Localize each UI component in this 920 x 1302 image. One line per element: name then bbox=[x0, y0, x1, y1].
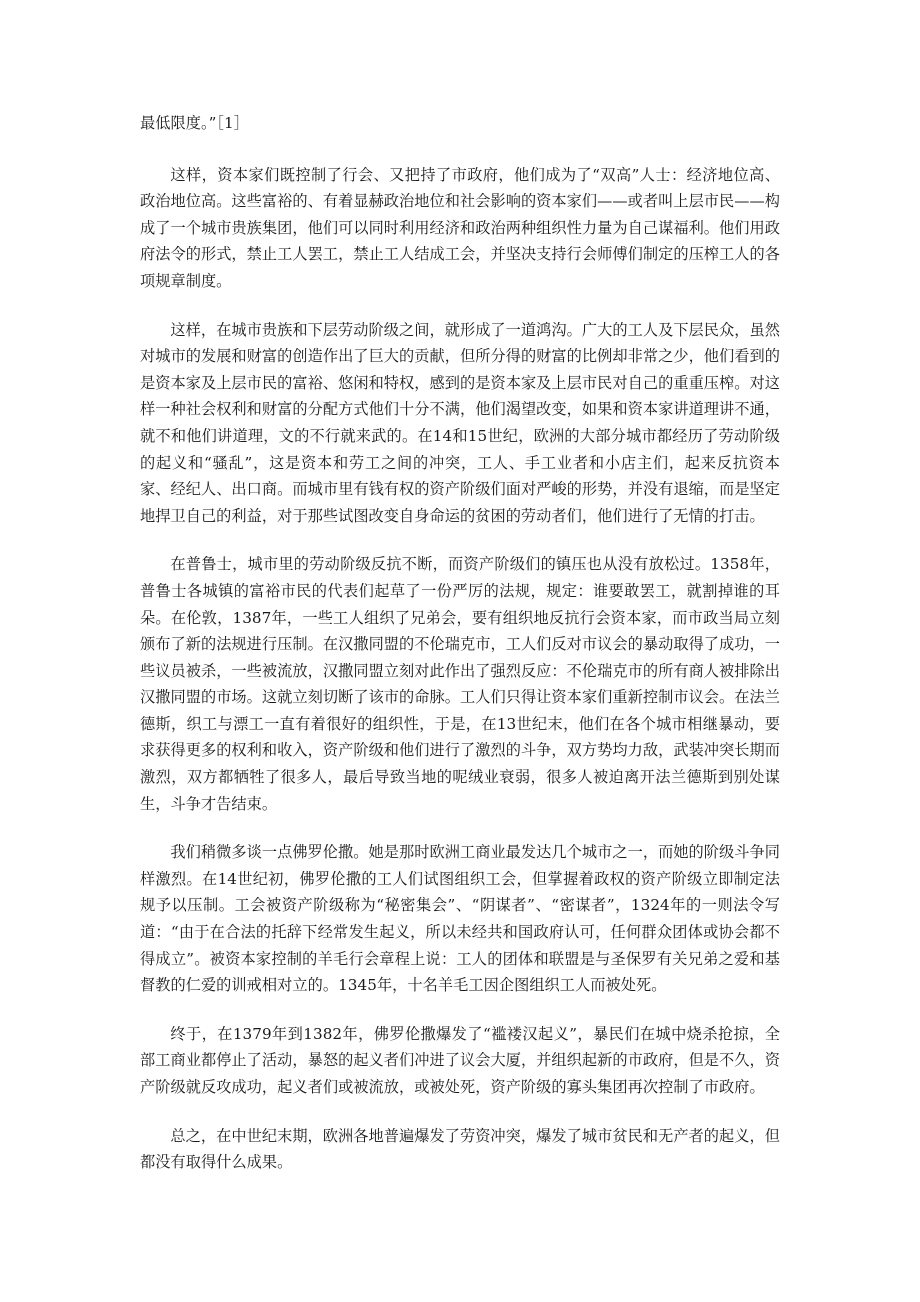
paragraph-ciompi-revolt: 终于，在1379年到1382年，佛罗伦撒爆发了“褴褛汉起义”，暴民们在城中烧杀抢掠，全部工商业都停止了活动，暴怒的起义者们冲进了议会大厦，并组织起新的市政府，但是不久，资产阶级就反攻成功，起义者们或被流放，或被处死，资产阶级的寡头集团再次控制了市政府。 bbox=[140, 1024, 780, 1096]
paragraph-florence: 我们稍微多谈一点佛罗伦撒。她是那时欧洲工商业最发达几个城市之一，而她的阶级斗争同样激烈。在14世纪初，佛罗伦撒的工人们试图组织工会，但掌握着政权的资产阶级立即制定法规予以压制。工会被资产阶级称为“秘密集会”、“阴谋者”、“密谋者”，1324年的一则法令写道：“由于在合法的托辞下经常发生起义，所以未经共和国政府认可，任何群众团体或协会都不得成立”。被资本家控制的羊毛行会章程上说：工人的团体和联盟是与圣保罗有关兄弟之爱和基督教的仁爱的训戒相对立的。1345年，十名羊毛工因企图组织工人而被处死。 bbox=[140, 843, 780, 995]
paragraph-double-high-capitalists: 这样，资本家们既控制了行会、又把持了市政府，他们成为了“双高”人士：经济地位高、政治地位高。这些富裕的、有着显赫政治地位和社会影响的资本家们——或者叫上层市民——构成了一个城市贵族集团，他们可以同时利用经济和政治两种组织性力量为自己谋福利。他们用政府法令的形式，禁止工人罢工，禁止工人结成工会，并坚决支持行会师傅们制定的压榨工人的各项规章制度。 bbox=[140, 165, 780, 290]
paragraph-conclusion: 总之，在中世纪末期，欧洲各地普遍爆发了劳资冲突，爆发了城市贫民和无产者的起义，但都没有取得什么成果。 bbox=[140, 1126, 780, 1172]
paragraph-fragment: 最低限度。”［1］ bbox=[140, 114, 249, 132]
document-page bbox=[140, 110, 780, 1198]
paragraph-prussia-london-flanders: 在普鲁士，城市里的劳动阶级反抗不断，而资产阶级们的镇压也从没有放松过。1358年，普鲁士各城镇的富裕市民的代表们起草了一份严厉的法规，规定：谁要敢罢工，就割掉谁的耳朵。在伦敦，1387年，一些工人组织了兄弟会，要有组织地反抗行会资本家，而市政当局立刻颁布了新的法规进行压制。在汉撒同盟的不伦瑞克市，工人们反对市议会的暴动取得了成功，一些议员被杀，一些被流放，汉撒同盟立刻对此作出了强烈反应：不伦瑞克市的所有商人被排除出汉撒同盟的市场。这就立刻切断了该市的命脉。工人们只得让资本家们重新控制市议会。在法兰德斯，织工与漂工一直有着很好的组织性，于是，在13世纪末，他们在各个城市相继暴动，要求获得更多的权利和收入，资产阶级和他们进行了激烈的斗争，双方势均力敌，武装冲突长期而激烈，双方都牺牲了很多人，最后导致当地的呢绒业衰弱，很多人被迫离开法兰德斯到别处谋生，斗争才告结束。 bbox=[140, 555, 780, 813]
paragraph-class-divide: 这样，在城市贵族和下层劳动阶级之间，就形成了一道鸿沟。广大的工人及下层民众，虽然对城市的发展和财富的创造作出了巨大的贡献，但所分得的财富的比例却非常之少，他们看到的是资本家及上层市民的富裕、悠闲和特权，感到的是资本家及上层市民对自己的重重压榨。对这样一种社会权利和财富的分配方式他们十分不满，他们渴望改变，如果和资本家讲道理讲不通，就不和他们讲道理，文的不行就来武的。在14和15世纪，欧洲的大部分城市都经历了劳动阶级的起义和“骚乱”，这是资本和劳工之间的冲突，工人、手工业者和小店主们，起来反抗资本家、经纪人、出口商。而城市里有钱有权的资产阶级们面对严峻的形势，并没有退缩，而是坚定地捍卫自己的利益，对于那些试图改变自身命运的贫困的劳动者们，他们进行了无情的打击。 bbox=[140, 320, 780, 525]
